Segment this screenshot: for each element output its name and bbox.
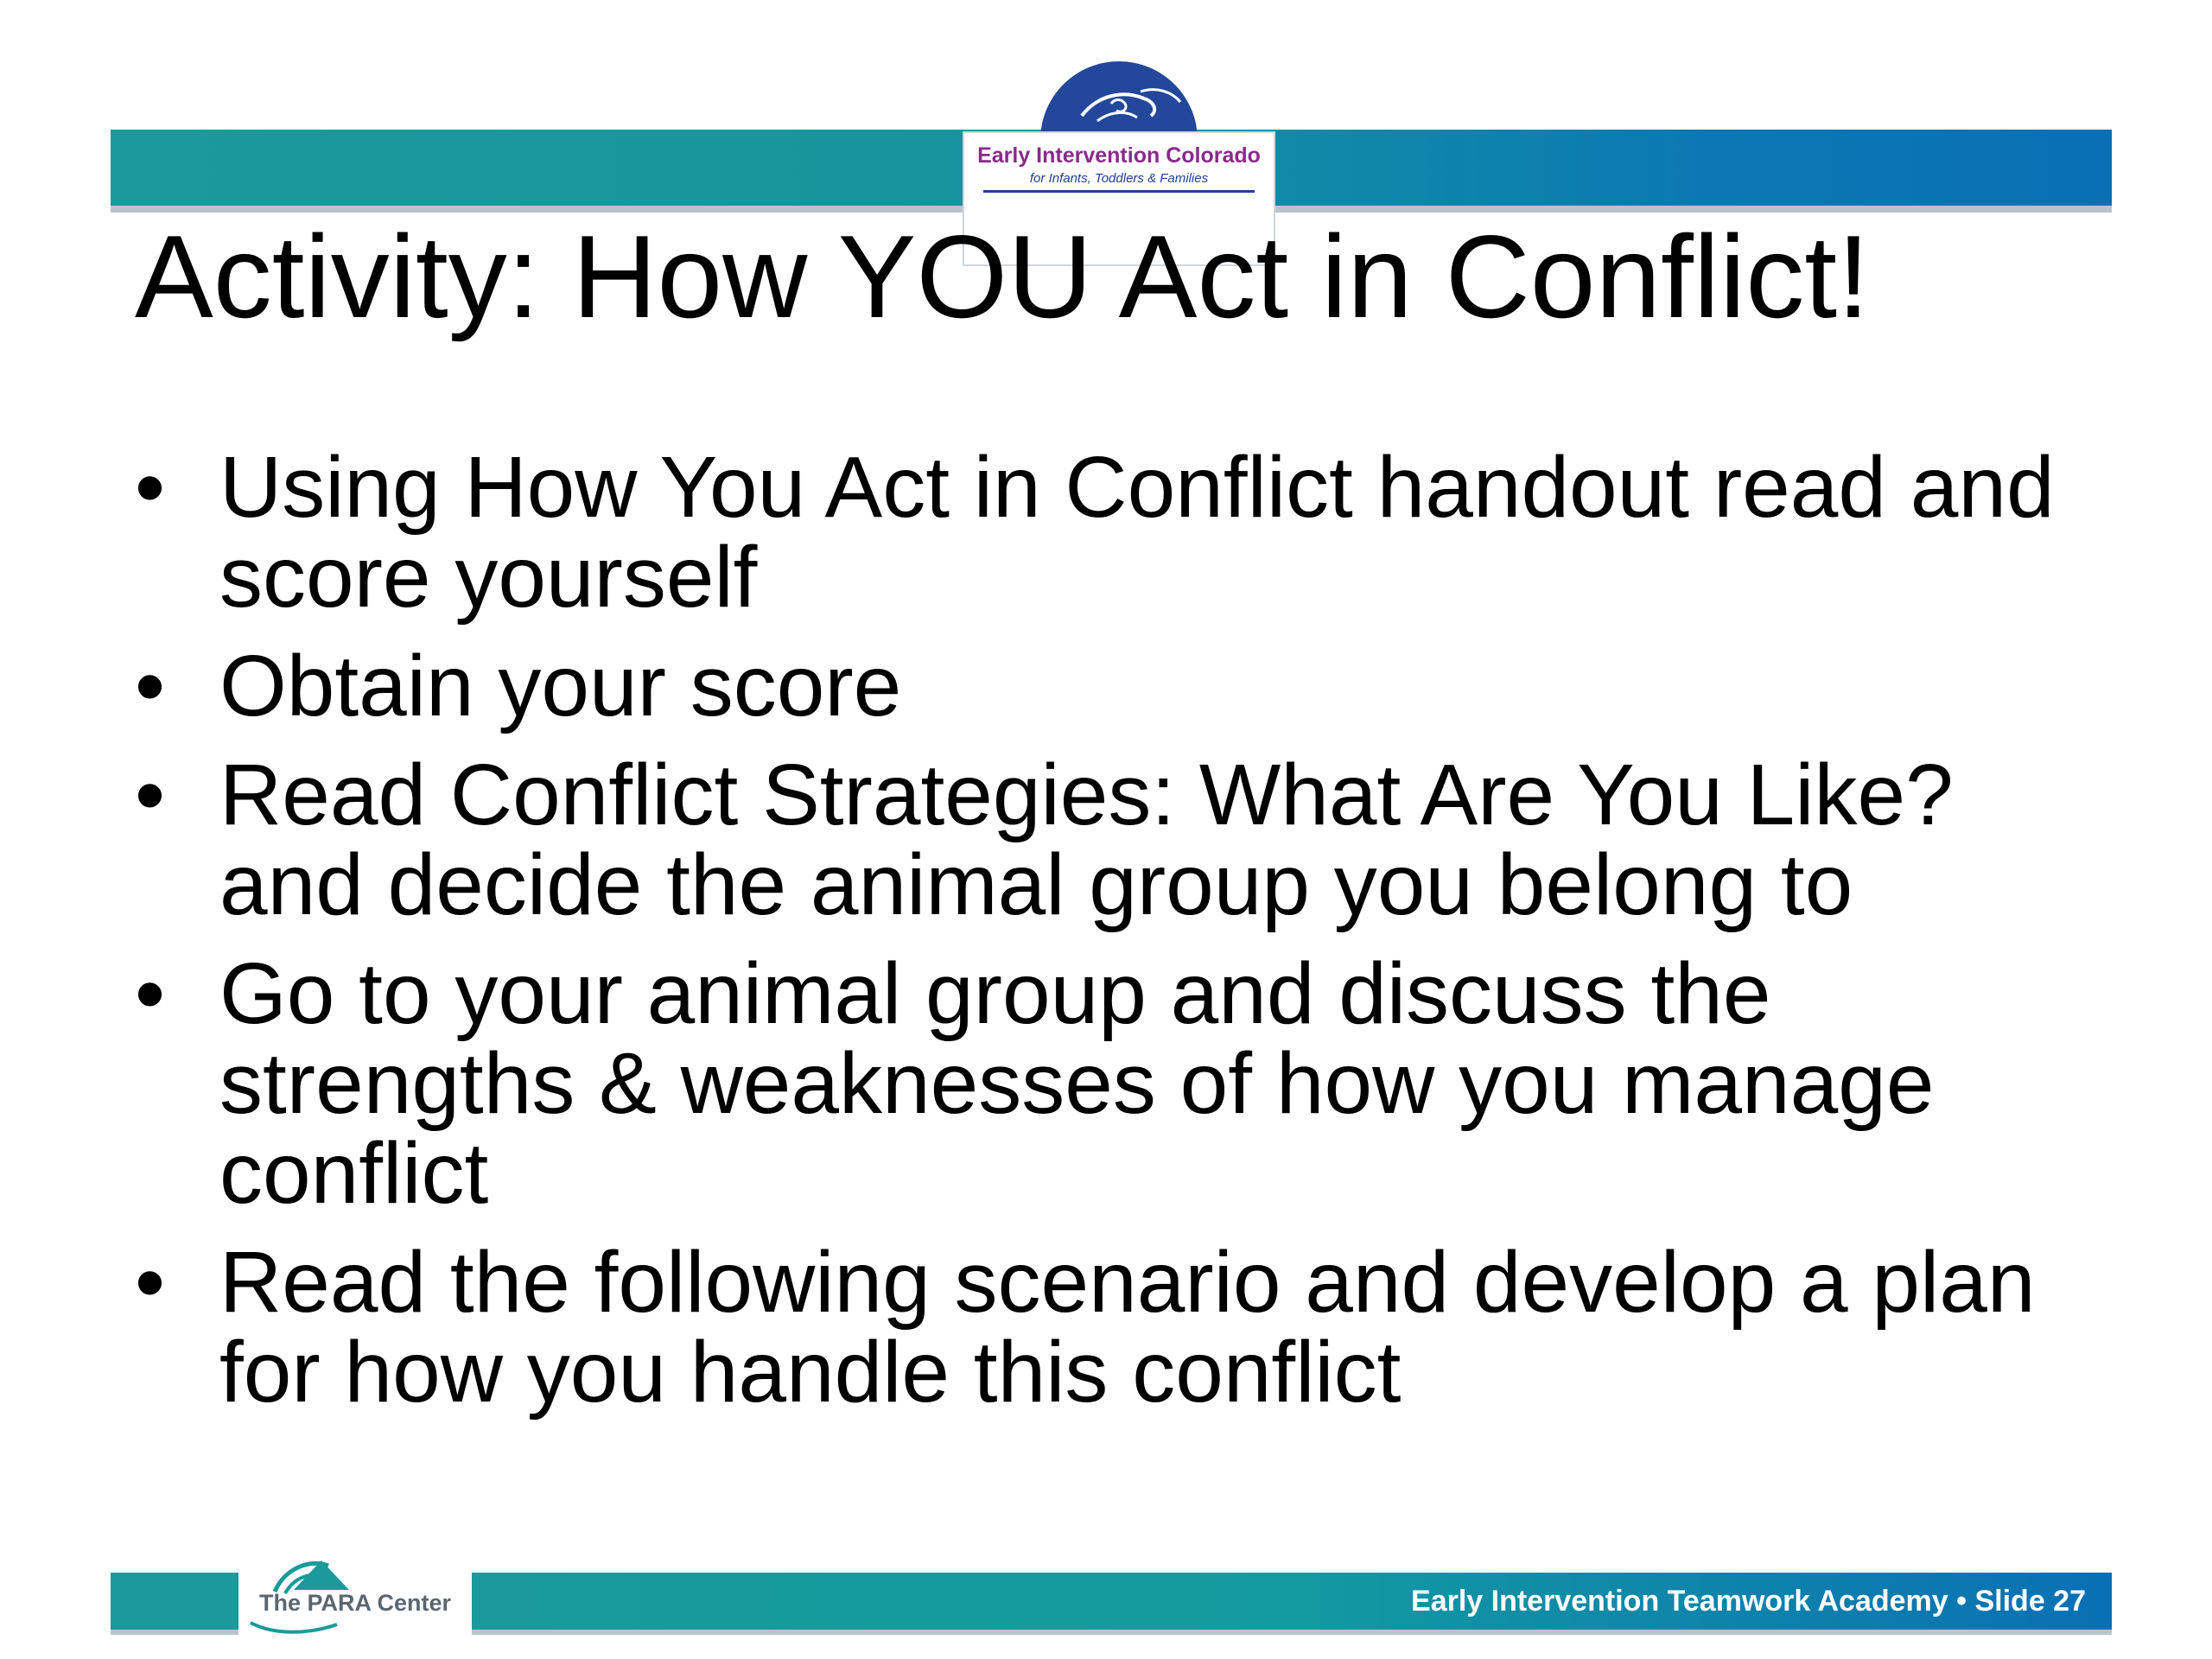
bullet-marker: • — [135, 1234, 166, 1331]
footer-left-block — [111, 1573, 238, 1635]
early-intervention-colorado-logo — [963, 60, 1275, 204]
bullet-item — [135, 747, 2113, 933]
slide-title: Activity: How YOU Act in Conflict! — [135, 211, 1870, 342]
footer-banner — [472, 1573, 2112, 1635]
para-center-text: The PARA Center — [259, 1590, 452, 1616]
bullet-item — [135, 1234, 2113, 1421]
bullet-item — [135, 439, 2113, 626]
bullet-item — [135, 945, 2113, 1222]
bullet-text: Using How You Act in Conflict handout read and score yourself — [219, 439, 2055, 626]
bullet-list — [135, 439, 2113, 1436]
swoosh-icon — [247, 1619, 342, 1637]
logo-tagline: for Infants, Toddlers & Families — [1029, 171, 1209, 186]
bullet-text: Read the following scenario and develop a plan for how you handle this conflict — [219, 1234, 2036, 1421]
para-center-logo — [247, 1547, 463, 1642]
bullet-marker: • — [135, 945, 166, 1042]
bullet-text: Go to your animal group and discuss the strengths & weaknesses of how you manage conflict — [219, 945, 1935, 1222]
bullet-marker: • — [135, 439, 166, 536]
hands-emblem-icon — [1037, 60, 1201, 140]
bullet-marker: • — [135, 638, 166, 734]
bullet-text: Obtain your score — [219, 638, 902, 734]
logo-title: Early Intervention Colorado — [977, 143, 1261, 168]
logo-divider — [983, 190, 1255, 193]
bullet-text: Read Conflict Strategies: What Are You Like? and decide the animal group you belong to — [219, 747, 1954, 933]
footer-caption: Early Intervention Teamwork Academy • Slide 27 — [1411, 1585, 2086, 1618]
bullet-item — [135, 638, 2113, 734]
bullet-marker: • — [135, 747, 166, 843]
